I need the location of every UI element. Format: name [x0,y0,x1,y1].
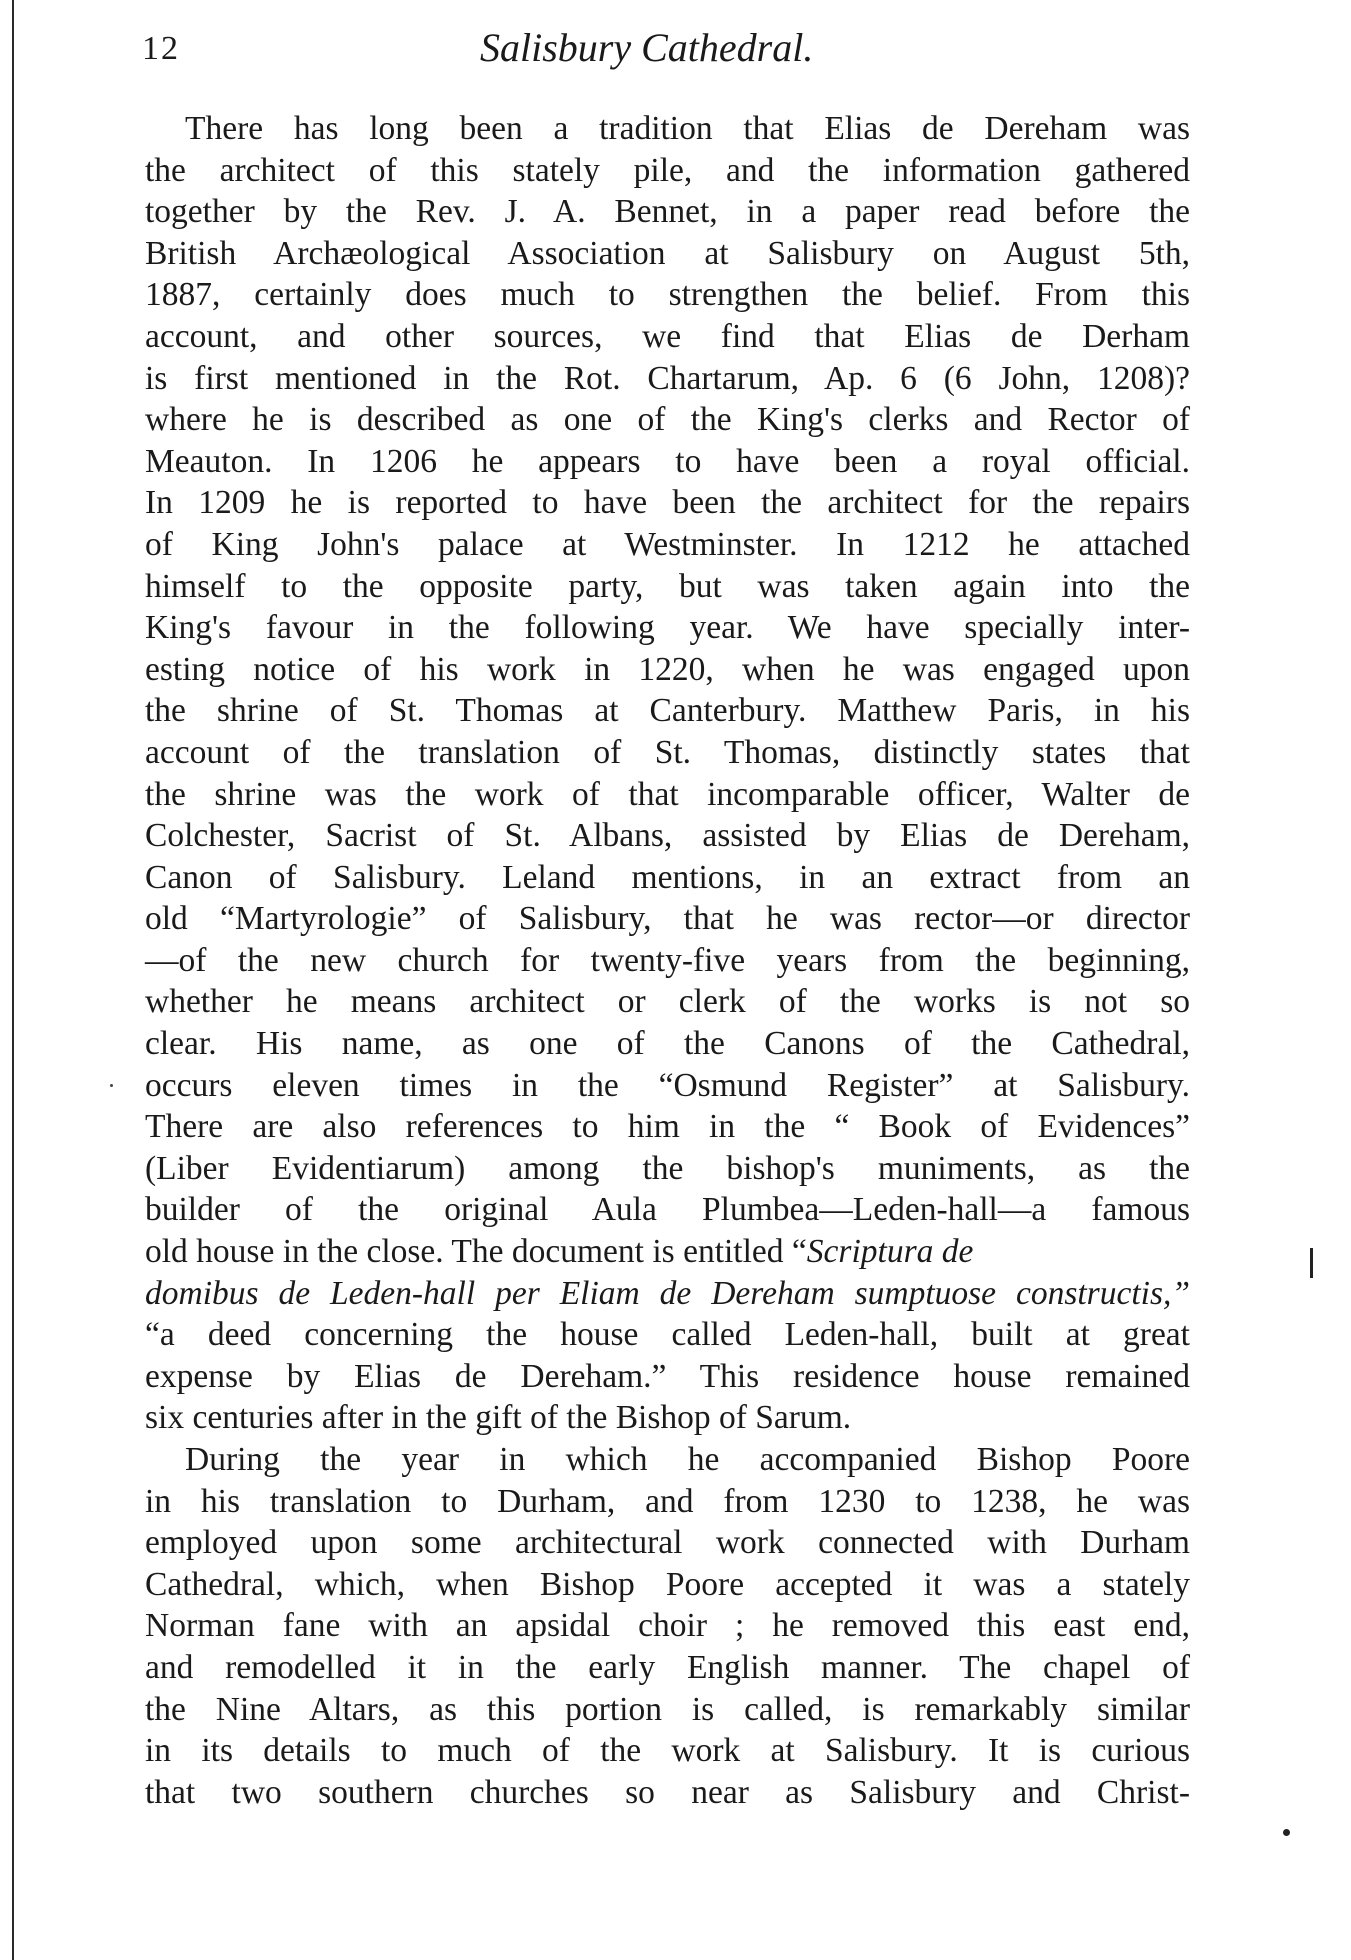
text-line: the shrine was the work of that incomparable officer, Walter de [145,775,1190,813]
italic-quote: Scriptura de [806,1233,974,1271]
text-line: clear. His name, as one of the Canons of the Cathedral, [145,1025,1190,1063]
text-line: in its details to much of the work at Salisbury. It is curious [145,1732,1190,1770]
text-line: King's favour in the following year. We have specially inter- [145,609,1190,647]
text-line: that two southern churches so near as Salisbury and Christ- [145,1773,1190,1811]
text-line: six centuries after in the gift of the Bishop of Sarum. [145,1399,852,1437]
binding-edge [12,0,14,1960]
text-line: 1887, certainly does much to strengthen the belief. From this [145,276,1190,314]
text-line: Meauton. In 1206 he appears to have been a royal official. [145,442,1190,480]
text-line: Canon of Salisbury. Leland mentions, in an extract from an [145,858,1190,896]
text-line: Norman fane with an apsidal choir ; he removed this east end, [145,1607,1190,1645]
page-number: 12 [142,30,180,67]
text-line: Colchester, Sacrist of St. Albans, assisted by Elias de Dereham, [145,817,1190,855]
text-line: together by the Rev. J. A. Bennet, in a paper read before the [145,193,1190,231]
text-line: (Liber Evidentiarum) among the bishop's muniments, as the [145,1149,1190,1187]
paragraph-1 [145,108,1190,1439]
text-segment: old house in the close. The document is entitled “ [145,1233,807,1271]
text-line: Cathedral, which, when Bishop Poore accepted it was a stately [145,1565,1190,1603]
text-line: old “Martyrologie” of Salisbury, that he was rector—or director [145,900,1190,938]
text-line: builder of the original Aula Plumbea—Leden-hall—a famous [145,1191,1190,1229]
text-line: British Archæological Association at Salisbury on August 5th, [145,234,1190,272]
text-line: employed upon some architectural work connected with Durham [145,1524,1190,1562]
text-line: “a deed concerning the house called Leden-hall, built at great [145,1316,1190,1354]
text-line: There has long been a tradition that Elias de Dereham was [185,110,1190,147]
text-line: and remodelled it in the early English manner. The chapel of [145,1648,1190,1686]
page-header [0,22,1351,82]
text-line: There are also references to him in the “ Book of Evidences” [145,1108,1190,1146]
text-line: where he is described as one of the King's clerks and Rector of [145,401,1190,439]
text-line [145,1231,1190,1273]
ink-speck [1283,1829,1290,1836]
text-line: himself to the opposite party, but was taken again into the [145,567,1190,605]
text-line: During the year in which he accompanied Bishop Poore [185,1441,1190,1478]
text-line: of King John's palace at Westminster. In 1212 he attached [145,525,1190,563]
text-line: —of the new church for twenty-five years from the beginning, [145,941,1190,979]
page-body [145,108,1190,1813]
text-line: occurs eleven times in the “Osmund Register” at Salisbury. [145,1066,1190,1104]
text-line: esting notice of his work in 1220, when he was engaged upon [145,650,1190,688]
text-line: whether he means architect or clerk of the works is not so [145,983,1190,1021]
text-line: In 1209 he is reported to have been the architect for the repairs [145,484,1190,522]
text-line: is first mentioned in the Rot. Chartarum, Ap. 6 (6 John, 1208)? [145,359,1190,397]
text-line: account, and other sources, we find that Elias de Derham [145,317,1190,355]
text-line: the shrine of St. Thomas at Canterbury. Matthew Paris, in his [145,692,1190,730]
text-line: expense by Elias de Dereham.” This residence house remained [145,1357,1190,1395]
running-title: Salisbury Cathedral. [480,25,814,70]
italic-quote-line: domibus de Leden-hall per Eliam de Dereham sumptuose constructis,” [145,1274,1190,1312]
margin-mark [1310,1248,1313,1278]
text-line: the Nine Altars, as this portion is called, is remarkably similar [145,1690,1190,1728]
text-line: in his translation to Durham, and from 1230 to 1238, he was [145,1482,1190,1520]
text-line: account of the translation of St. Thomas, distinctly states that [145,733,1190,771]
paragraph-2 [145,1439,1190,1813]
text-line: the architect of this stately pile, and the information gathered [145,151,1190,189]
ink-speck [110,1084,113,1087]
